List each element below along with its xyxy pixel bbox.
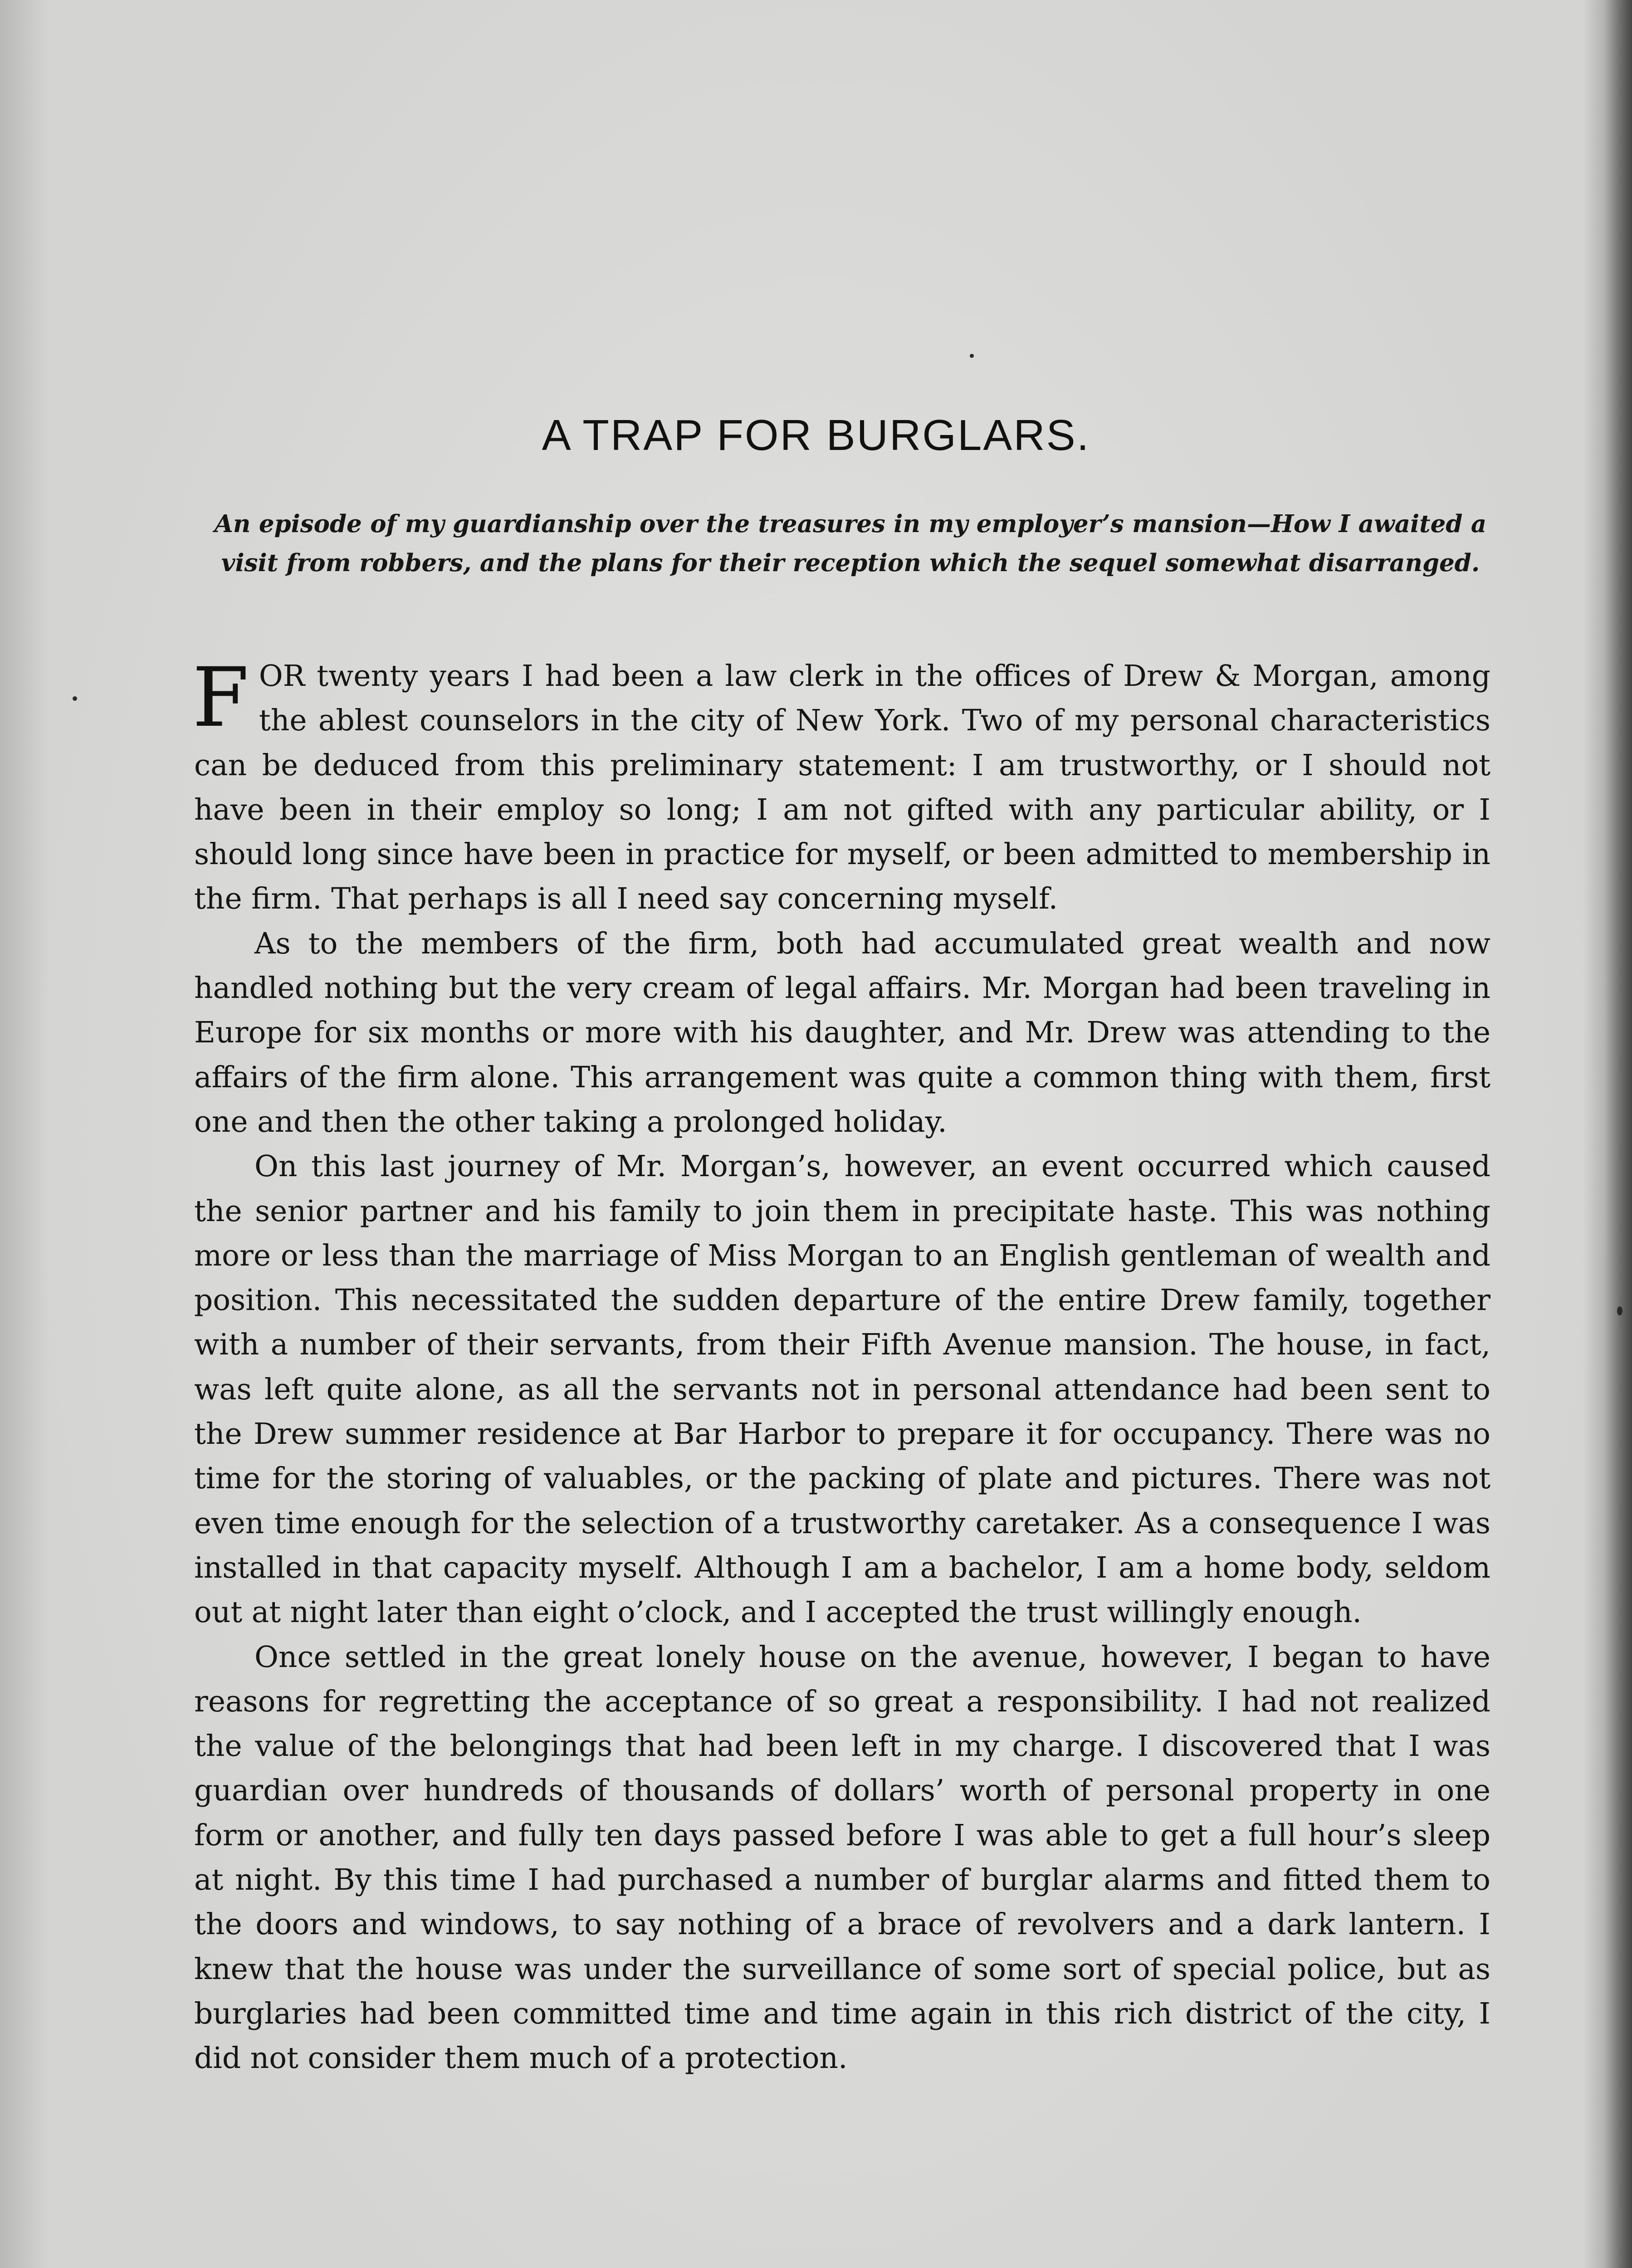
- ink-speck: [970, 354, 974, 358]
- paragraph-1-text: OR twenty years I had been a law clerk in the offices of Drew & Morgan, among the ablest counselors in the city of New York. Two of my personal characteristics can be deduced from this preliminary statement: I am trustworthy, or I should not have been in their employ so long; I am not gifted with any particular ability, or I should long since have been in practice for myself, or been admitted to membership in the firm. That perhaps is all I need say concerning myself.: [194, 659, 1490, 916]
- paragraph-3: On this last journey of Mr. Morgan’s, however, an event occurred which caused the senior partner and his family to join them in precipitate haste. This was nothing more or less than the marriage of Miss Morgan to an English gentleman of wealth and position. This necessitated the sudden departure of the entire Drew family, together with a number of their servants, from their Fifth Avenue mansion. The house, in fact, was left quite alone, as all the servants not in personal attendance had been sent to the Drew summer residence at Bar Harbor to prepare it for occupancy. There was no time for the storing of valuables, or the packing of plate and pictures. There was not even time enough for the selection of a trustworthy caretaker. As a consequence I was installed in that capacity myself. Although I am a bachelor, I am a home body, seldom out at night later than eight o’clock, and I accepted the trust willingly enough.: [194, 1149, 1490, 1630]
- article-subtitle: An episode of my guardianship over the treasures in my employer’s mansion—How I awaited a visit from robbers, and the plans for their reception which the sequel somewhat disarranged.: [214, 510, 1487, 577]
- paragraph-2: As to the members of the firm, both had accumulated great wealth and now handled nothing but the very cream of legal affairs. Mr. Morgan had been traveling in Europe for six months or more with his daughter, and Mr. Drew was attending to the affairs of the firm alone. This arrangement was quite a common thing with them, first one and then the other taking a prolonged holiday.: [194, 926, 1490, 1139]
- drop-cap: F: [192, 650, 249, 745]
- ink-speck: [73, 696, 77, 701]
- paragraph-4: Once settled in the great lonely house on the avenue, however, I began to have reasons for regretting the acceptance of so great a responsibility. I had not realized the value of the belongings that had been left in my charge. I discovered that I was guardian over hundreds of thousands of dollars’ worth of personal property in one form or another, and fully ten days passed before I was able to get a full hour’s sleep at night. By this time I had purchased a number of burglar alarms and fitted them to the doors and windows, to say nothing of a brace of revolvers and a dark lantern. I knew that the house was under the surveillance of some sort of special police, but as burglaries had been committed time and time again in this rich district of the city, I did not consider them much of a protection.: [194, 1640, 1490, 2076]
- article-title: A TRAP FOR BURGLARS.: [542, 411, 1090, 459]
- page-edge-shadow: [1605, 0, 1632, 2268]
- paragraph-1: [192, 650, 1490, 922]
- ink-speck: [1617, 1306, 1622, 1315]
- article-body: [192, 650, 1490, 2081]
